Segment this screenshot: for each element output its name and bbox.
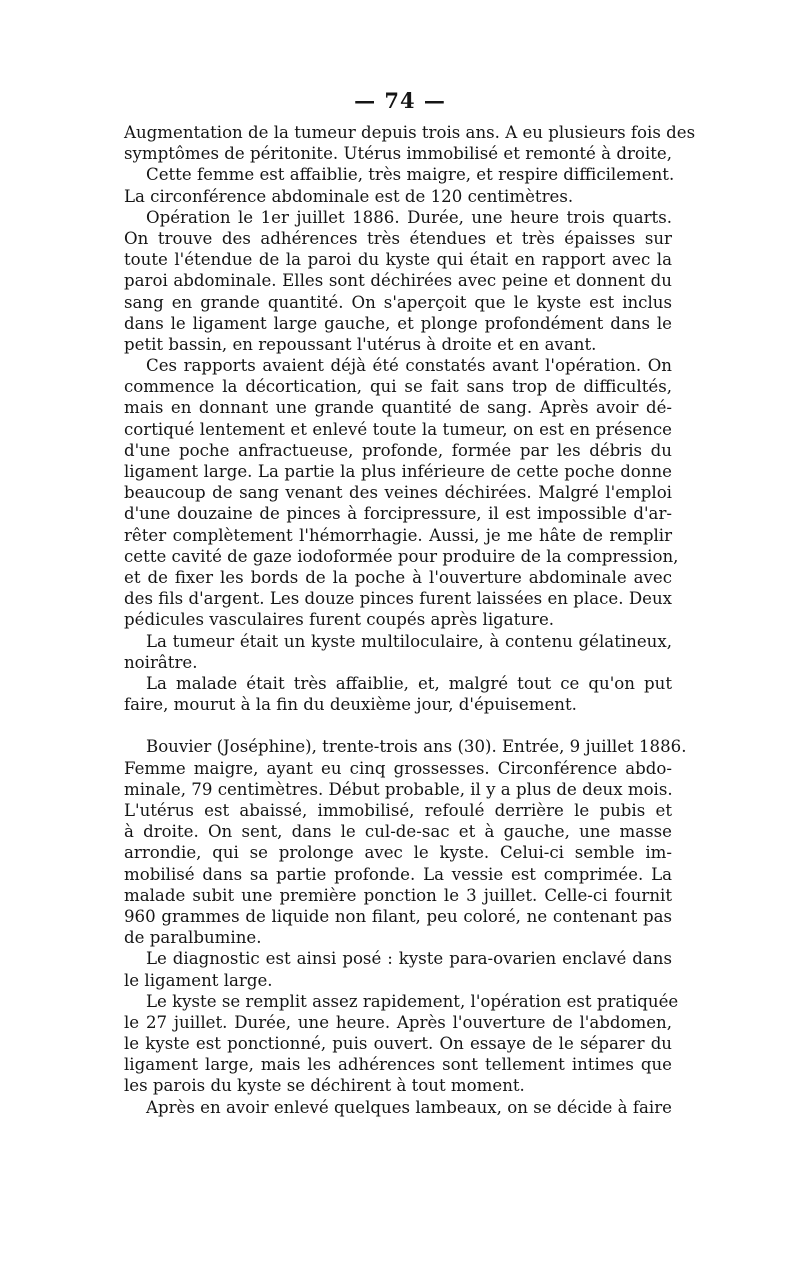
- text-line: faire, mourut à la fin du deuxième jour, d'épuisement.: [124, 695, 577, 715]
- text-line: Cette femme est affaiblie, très maigre, et respire difficilement.: [146, 165, 675, 185]
- text-line: cette cavité de gaze iodoformée pour produire de la compression,: [124, 546, 679, 566]
- text-line: le kyste est ponctionné, puis ouvert. On essaye de le séparer du: [124, 1034, 672, 1054]
- text-line: Le diagnostic est ainsi posé : kyste para-ovarien enclavé dans: [146, 949, 672, 969]
- text-line: La malade était très affaiblie, et, malgré tout ce qu'on put: [146, 673, 672, 693]
- text-line: toute l'étendue de la paroi du kyste qui était en rapport avec la: [124, 250, 672, 270]
- text-line: Bouvier (Joséphine), trente-trois ans (30). Entrée, 9 juillet 1886.: [146, 737, 687, 757]
- text-line: La circonférence abdominale est de 120 centimètres.: [124, 186, 574, 206]
- text-line: mobilisé dans sa partie profonde. La vessie est comprimée. La: [124, 864, 672, 884]
- text-line: On trouve des adhérences très étendues et très épaisses sur: [124, 228, 672, 248]
- page-number: — 74 —: [354, 88, 446, 113]
- text-line-operation: Opération le 1er juillet 1886. Durée, une heure trois quarts.: [146, 207, 672, 227]
- text-line: beaucoup de sang venant des veines déchirées. Malgré l'emploi: [124, 483, 672, 503]
- text-line: noirâtre.: [124, 652, 198, 672]
- text-line: L'utérus est abaissé, immobilisé, refoulé derrière le pubis et: [124, 801, 672, 820]
- text-line: paroi abdominale. Elles sont déchirées avec peine et donnent du: [124, 271, 672, 291]
- text-line: rêter complètement l'hémorrhagie. Aussi, je me hâte de remplir: [124, 525, 672, 545]
- text-line: à droite. On sent, dans le cul-de-sac et à gauche, une masse: [124, 822, 672, 842]
- text-line: malade subit une première ponction le 3 juillet. Celle-ci fournit: [124, 885, 672, 905]
- text-line: symptômes de péritonite. Utérus immobilisé et remonté à droite,: [124, 144, 672, 164]
- text-line: cortiqué lentement et enlevé toute la tumeur, on est en présence: [124, 419, 672, 439]
- text-line: de paralbumine.: [124, 928, 262, 948]
- text-line: Le kyste se remplit assez rapidement, l'opération est pratiquée: [146, 991, 679, 1011]
- text-line: le ligament large.: [124, 970, 273, 990]
- text-line: Ces rapports avaient déjà été constatés avant l'opération. On: [146, 356, 672, 376]
- text-line: La tumeur était un kyste multiloculaire, à contenu gélatineux,: [146, 631, 672, 651]
- text-line: Augmentation de la tumeur depuis trois ans. A eu plusieurs fois des: [124, 123, 696, 142]
- text-line: Après en avoir enlevé quelques lambeaux, on se décide à faire: [146, 1097, 672, 1117]
- text-line: mais en donnant une grande quantité de sang. Après avoir dé-: [124, 398, 672, 418]
- text-line: Femme maigre, ayant eu cinq grossesses. Circonférence abdo-: [124, 758, 672, 778]
- text-line: des fils d'argent. Les douze pinces furent laissées en place. Deux: [124, 589, 672, 609]
- text-line: commence la décortication, qui se fait sans trop de difficultés,: [124, 377, 672, 397]
- body-text: [124, 122, 696, 1118]
- text-line: dans le ligament large gauche, et plonge profondément dans le: [124, 313, 672, 333]
- text-line: d'une poche anfractueuse, profonde, formée par les débris du: [124, 440, 672, 460]
- text-line: et de fixer les bords de la poche à l'ouverture abdominale avec: [124, 567, 672, 587]
- text-line: 960 grammes de liquide non filant, peu coloré, ne contenant pas: [124, 906, 672, 926]
- text-line: sang en grande quantité. On s'aperçoit que le kyste est inclus: [124, 292, 672, 312]
- text-line: le 27 juillet. Durée, une heure. Après l'ouverture de l'abdomen,: [124, 1012, 672, 1032]
- section-gap: [124, 715, 672, 736]
- text-line: pédicules vasculaires furent coupés après ligature.: [124, 610, 555, 630]
- text-line: arrondie, qui se prolonge avec le kyste. Celui-ci semble im-: [124, 843, 672, 863]
- text-line: minale, 79 centimètres. Début probable, il y a plus de deux mois.: [124, 779, 673, 799]
- text-line: ligament large. La partie la plus inférieure de cette poche donne: [124, 462, 672, 481]
- text-line: petit bassin, en repoussant l'utérus à droite et en avant.: [124, 334, 597, 354]
- text-line: les parois du kyste se déchirent à tout moment.: [124, 1076, 525, 1096]
- text-line: ligament large, mais les adhérences sont tellement intimes que: [124, 1055, 672, 1075]
- text-line: d'une douzaine de pinces à forcipressure, il est impossible d'ar-: [124, 504, 672, 524]
